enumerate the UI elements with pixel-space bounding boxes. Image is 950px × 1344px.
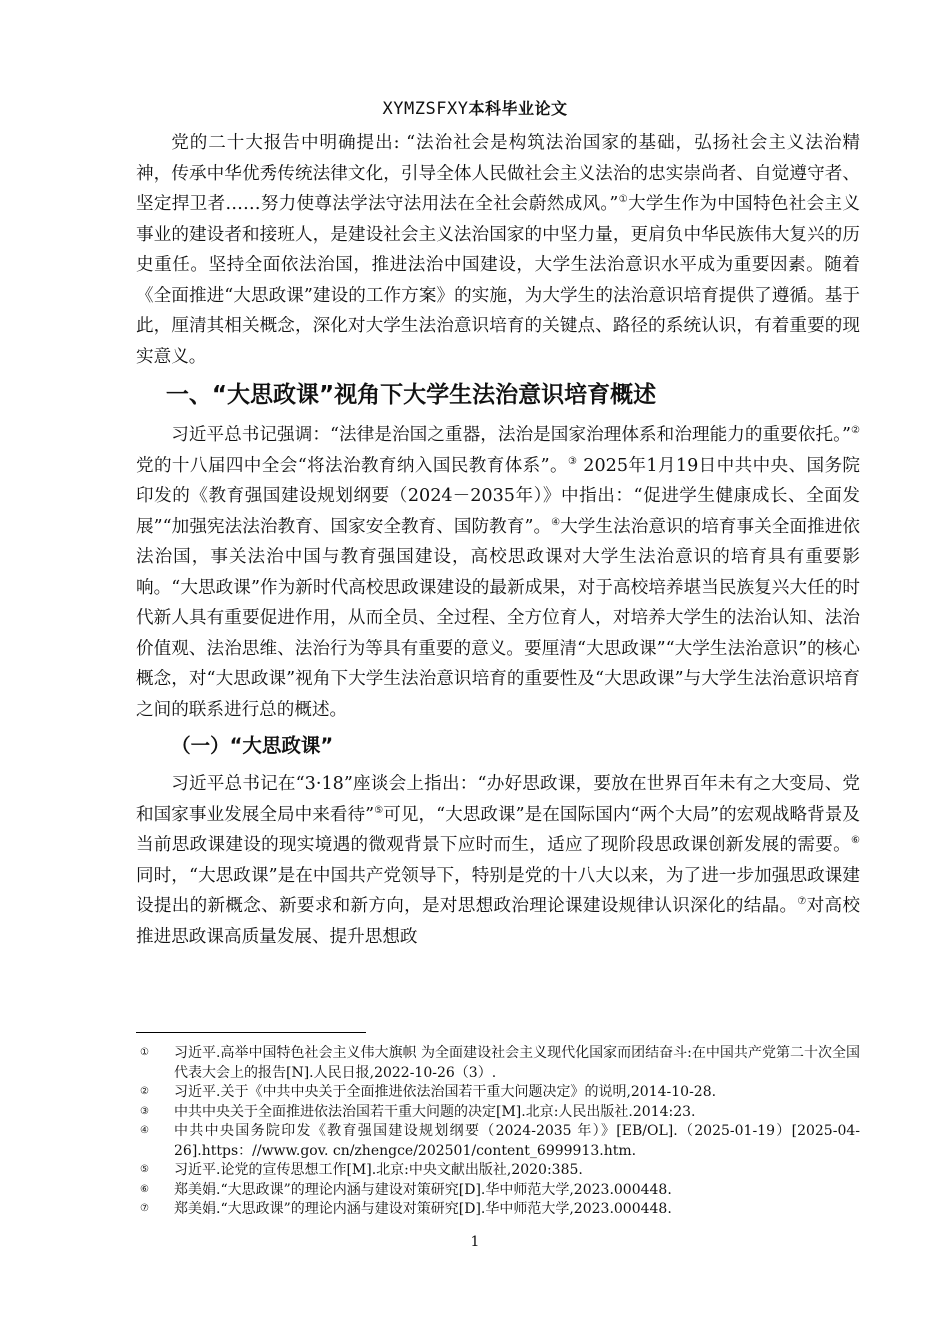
footnote-ref[interactable]: ⑦ <box>797 896 807 908</box>
footnote-ref[interactable]: ① <box>618 194 628 206</box>
paragraph-subsection: 习近平总书记在“3·18”座谈会上指出：“办好思政课，要放在世界百年未有之大变局、党和国家事业发展全局中来看待”⑤可见，“大思政课”是在国际国内“两个大局”的宏观战略背景及当前思政课建设的现实境遇的微观背景下应时而生，适应了现阶段思政课创新发展的需要。⑥同时，“大思政课”是在中国共产党领导下，特别是党的十八大以来，为了进一步加强思政课建设提出的新概念、新要求和新方向，是对思想政治理论课建设规律认识深化的结晶。⑦对高校推进思政课高质量发展、提升思想政 <box>136 774 861 947</box>
footnote-item: ④ 中共中央国务院印发《教育强国建设规划纲要（2024-2035 年）》[EB/OL].（2025-01-19）[2025-04-26].https：//www.gov. cn/zhengce/202501/content_6999913.htm. <box>140 1123 860 1159</box>
footnote-item: ② 习近平.关于《中共中央关于全面推进依法治国若干重大问题决定》的说明,2014-10-28. <box>140 1084 717 1100</box>
paragraph-intro: 党的二十大报告中明确提出: “法治社会是构筑法治国家的基础，弘扬社会主义法治精神，传承中华优秀传统法律文化，引导全体人民做社会主义法治的忠实崇尚者、自觉遵守者、坚定捍卫者……努力使尊法学法守法用法在全社会蔚然成风。”①大学生作为中国特色社会主义事业的建设者和接班人，是建设社会主义法治国家的中坚力量，更肩负中华民族伟大复兴的历史重任。坚持全面依法治国，推进法治中国建设，大学生法治意识水平成为重要因素。随着《全面推进“大思政课”建设的工作方案》的实施，为大学生的法治意识培育提供了遵循。基于此，厘清其相关概念，深化对大学生法治意识培育的关键点、路径的系统认识，有着重要的现实意义。 <box>136 133 860 367</box>
footnote-item: ⑤ 习近平.论党的宣传思想工作[M].北京:中央文献出版社,2020:385. <box>140 1162 583 1178</box>
school-code: XYMZSFXY <box>382 99 469 119</box>
footnote-ref[interactable]: ② <box>850 425 860 437</box>
footnote-divider <box>136 1032 366 1033</box>
footnote-item: ① 习近平.高举中国特色社会主义伟大旗帜 为全面建设社会主义现代化国家而团结奋斗:在中国共产党第二十次全国代表大会上的报告[N].人民日报,2022-10-26（3）. <box>140 1045 860 1081</box>
running-header <box>0 96 950 119</box>
footnote-ref[interactable]: ⑥ <box>851 835 860 847</box>
paragraph-section-one: 习近平总书记强调：“法律是治国之重器，法治是国家治理体系和治理能力的重要依托。”②党的十八届四中全会“将法治教育纳入国民教育体系”。③ 2025年1月19日中共中央、国务院印发的《教育强国建设规划纲要（2024－2035年）》中指出：“促进学生健康成长、全面发展”“加强宪法法治教育、国家安全教育、国防教育”。④大学生法治意识的培育事关全面推进依法治国，事关法治中国与教育强国建设，高校思政课对大学生法治意识的培育具有重要影响。“大思政课”作为新时代高校思政课建设的最新成果，对于高校培养堪当民族复兴大任的时代新人具有重要促进作用，从而全员、全过程、全方位育人，对培养大学生的法治认知、法治价值观、法治思维、法治行为等具有重要的意义。要厘清“大思政课”“大学生法治意识”的核心概念，对“大思政课”视角下大学生法治意识培育的重要性及“大思政课”与大学生法治意识培育之间的联系进行总的概述。 <box>136 425 861 720</box>
footnote-item: ⑥ 郑美娟.“大思政课”的理论内涵与建设对策研究[D].华中师范大学,2023.000448. <box>140 1181 672 1198</box>
footnote-ref[interactable]: ⑤ <box>374 804 384 816</box>
footnote-ref[interactable]: ③ <box>567 455 578 467</box>
footnotes <box>136 1044 860 1220</box>
page-number: 1 <box>470 1234 480 1250</box>
thesis-body <box>136 128 860 952</box>
footnote-item: ③ 中共中央关于全面推进依法治国若干重大问题的决定[M].北京:人民出版社.2014:23. <box>140 1103 696 1120</box>
thesis-label: 本科毕业论文 <box>468 99 568 118</box>
subsection-heading: （一）“大思政课” <box>171 734 334 757</box>
section-heading: 一、“大思政课”视角下大学生法治意识培育概述 <box>165 382 657 408</box>
footnote-item: ⑦ 郑美娟.“大思政课”的理论内涵与建设对策研究[D].华中师范大学,2023.000448. <box>140 1201 672 1217</box>
footnote-ref[interactable]: ④ <box>551 516 561 528</box>
